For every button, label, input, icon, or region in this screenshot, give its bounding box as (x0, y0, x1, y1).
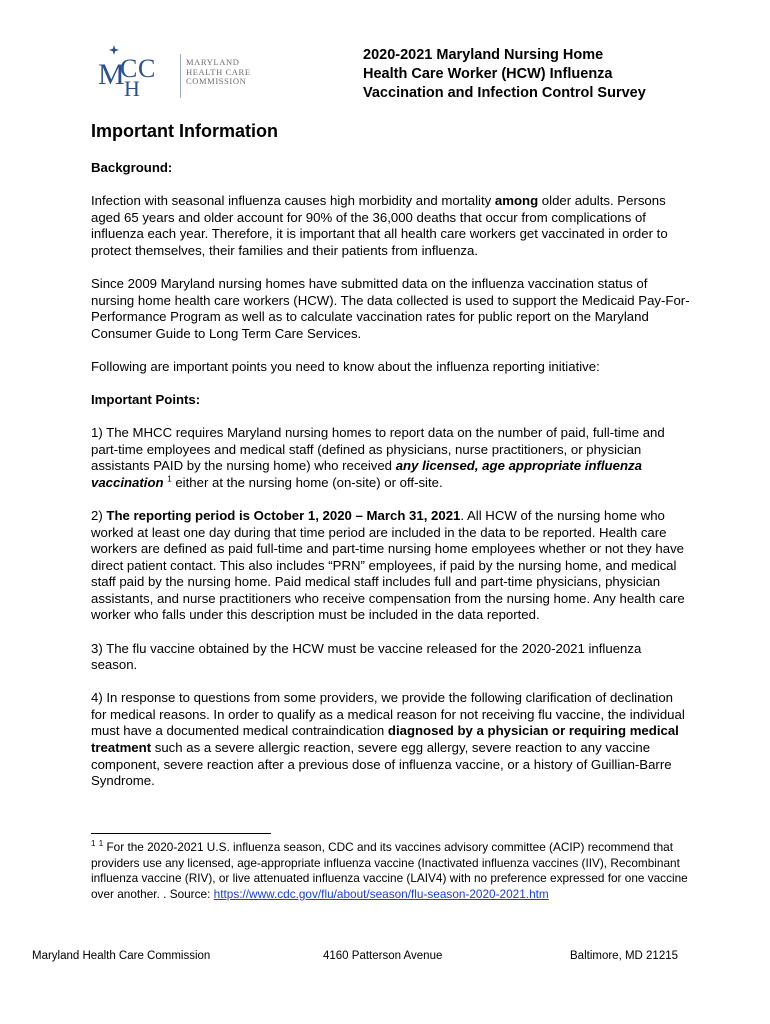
logo-line: COMMISSION (186, 76, 247, 86)
source-link[interactable]: https://www.cdc.gov/flu/about/season/flu-season-2020-2021.htm (213, 886, 549, 901)
svg-text:H: H (124, 76, 140, 100)
title-line: Health Care Worker (HCW) Influenza (363, 66, 613, 82)
point-4: 4) In response to questions from some providers, we provide the following clarification of declination for medical reasons. In order to qualify as a medical reason for not receiving flu vaccine, the individual must have a documented medical contraindication diagnosed by a physician or requiring medical treatment such as a severe allergic reaction, severe egg allergy, severe reaction to any vaccine component, severe reaction after a previous dose of influenza vaccine, or a history of Guillian-Barre Syndrome. (91, 690, 685, 789)
footer-organization: Maryland Health Care Commission (32, 950, 211, 962)
title-line: Vaccination and Infection Control Survey (363, 85, 646, 101)
points-label: Important Points: (91, 391, 201, 407)
point-3: 3) The flu vaccine obtained by the HCW must be vaccine released for the 2020-2021 influenza season. (91, 640, 642, 673)
footnote: $^1$ $^1$ For the 2020-2021 U.S. influenza season, CDC and its vaccines advisory committee (ACIP) recommend that providers use any licensed, age-appropriate influenza vaccine (Inactivated influenza vaccines (IIV), Recombinant influenza vaccine (RIV), or live attenuated influenza vaccine (LAIV4) with no preference expressed for one vaccine over another. . Source: https://www.cdc.gov/flu/about/season/flu-season-2020-2021.htm (91, 839, 688, 901)
document-title (363, 46, 693, 103)
footer-city: Baltimore, MD 21215 (570, 950, 679, 962)
section-heading: Important Information (91, 121, 278, 141)
background-paragraph-1: Infection with seasonal influenza causes high morbidity and mortality among older adults. Persons aged 65 years and older account for 90% of the 36,000 deaths that occur from complications of influenza each year. Therefore, it is important that all health care workers get vaccinated in order to protect themselves, their families and their patients from influenza. (91, 193, 668, 258)
logo-wordmark (186, 58, 251, 87)
background-label: Background: (91, 160, 173, 175)
title-line: 2020-2021 Maryland Nursing Home (363, 47, 604, 63)
svg-text:M: M (98, 58, 125, 91)
point-1: 1) The MHCC requires Maryland nursing homes to report data on the number of paid, full-time and part-time employees and medical staff (defined as physicians, nurse practitioners, or physician assistants PAID by the nursing home) who received any licensed, age appropriate influenza vaccination $^1$ either at the nursing home (on-site) or off-site. (91, 425, 665, 490)
background-paragraph-3: Following are important points you need to know about the influenza reporting initiative: (91, 358, 600, 374)
svg-text:C: C (138, 54, 156, 83)
mhcc-monogram (98, 44, 188, 100)
logo-line: MARYLAND (186, 57, 240, 67)
document-body (91, 160, 691, 806)
logo-line: HEALTH CARE (186, 66, 251, 77)
point-2: 2) The reporting period is October 1, 2020 – March 31, 2021. All HCW of the nursing home who worked at least one day during that time period are included in the data to be reported. Health care workers are defined as paid full-time and part-time nursing home employees whether or not they have direct patient contact. This also includes “PRN” employees, if paid by the nursing home, and medical staff paid by the nursing home. Paid medical staff includes full and part-time physicians, physician assistants, and nurse practitioners who receive compensation from the nursing home. Any health care worker who falls under this description must be included in the data reported. (91, 507, 685, 623)
svg-text:C: C (120, 54, 138, 83)
logo-divider (180, 54, 181, 98)
background-paragraph-2: Since 2009 Maryland nursing homes have submitted data on the influenza vaccination status of nursing home health care workers (HCW). The data collected is used to support the Medicaid Pay-For-Performance Program as well as to calculate vaccination rates for public report on the Maryland Consumer Guide to Long Term Care Services. (91, 275, 690, 341)
footer-address: 4160 Patterson Avenue (323, 950, 443, 962)
footnote-divider (91, 833, 271, 834)
